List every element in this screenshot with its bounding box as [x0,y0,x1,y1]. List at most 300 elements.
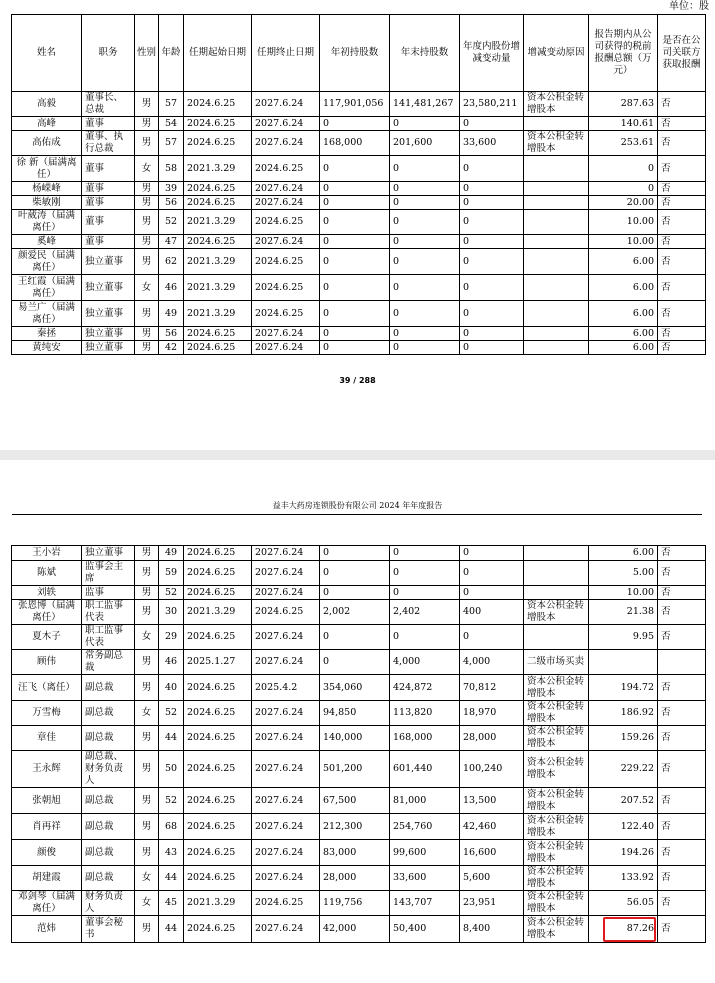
table-row [12,726,706,751]
col-start: 任期起始日期 [184,15,252,92]
cell-name: 颜俊 [12,840,82,866]
cell-related: 否 [658,600,706,625]
cell-reason: 资本公积金转增股本 [524,916,589,943]
cell-name: 章佳 [12,726,82,751]
cell-reason [524,301,589,327]
cell-reason: 资本公积金转增股本 [524,891,589,916]
cell-end: 2027.6.24 [252,117,320,131]
cell-change: 0 [460,301,524,327]
cell-gender: 男 [135,751,159,788]
cell-end: 2027.6.24 [252,650,320,675]
cell-start: 2024.6.25 [184,546,252,561]
cell-reason [524,546,589,561]
cell-reason [524,561,589,586]
cell-reason [524,182,589,196]
cell-end-shares: 81,000 [390,788,460,814]
cell-reason [524,156,589,182]
cell-related: 否 [658,196,706,210]
cell-end-shares: 0 [390,156,460,182]
cell-begin-shares: 0 [320,210,390,235]
cell-end-shares: 254,760 [390,814,460,840]
cell-pay: 229.22 [589,751,658,788]
table-row [12,891,706,916]
cell-age: 68 [159,814,184,840]
cell-title: 职工监事代表 [82,600,135,625]
cell-begin-shares: 140,000 [320,726,390,751]
cell-start: 2024.6.25 [184,341,252,355]
cell-end: 2027.6.24 [252,751,320,788]
cell-change: 23,951 [460,891,524,916]
cell-end-shares: 0 [390,341,460,355]
cell-pay: 0 [589,156,658,182]
cell-gender: 女 [135,891,159,916]
cell-start: 2024.6.25 [184,814,252,840]
cell-title: 副总裁、财务负责人 [82,751,135,788]
cell-reason: 资本公积金转增股本 [524,675,589,701]
cell-related: 否 [658,156,706,182]
cell-name: 高佑成 [12,131,82,156]
cell-name: 万雪梅 [12,701,82,726]
cell-title: 董事长、总裁 [82,92,135,117]
cell-end-shares: 0 [390,182,460,196]
cell-change: 400 [460,600,524,625]
cell-gender: 女 [135,701,159,726]
cell-reason: 资本公积金转增股本 [524,726,589,751]
table-row [12,92,706,117]
cell-pay: 253.61 [589,131,658,156]
col-reason: 增减变动原因 [524,15,589,92]
cell-name: 柴敏刚 [12,196,82,210]
cell-title: 副总裁 [82,675,135,701]
cell-related [658,650,706,675]
cell-title: 副总裁 [82,701,135,726]
cell-related: 否 [658,726,706,751]
cell-related: 否 [658,92,706,117]
cell-name: 王红霞（届满离任） [12,275,82,301]
cell-pay: 0 [589,182,658,196]
col-age: 年龄 [159,15,184,92]
cell-title: 独立董事 [82,301,135,327]
cell-age: 62 [159,249,184,275]
cell-end: 2027.6.24 [252,546,320,561]
cell-related: 否 [658,182,706,196]
cell-start: 2024.6.25 [184,788,252,814]
cell-gender: 男 [135,675,159,701]
cell-end: 2027.6.24 [252,92,320,117]
cell-end: 2027.6.24 [252,341,320,355]
cell-begin-shares: 0 [320,196,390,210]
cell-change: 33,600 [460,131,524,156]
table-row [12,788,706,814]
cell-change: 13,500 [460,788,524,814]
cell-change: 4,000 [460,650,524,675]
cell-pay: 10.00 [589,235,658,249]
cell-reason: 资本公积金转增股本 [524,92,589,117]
cell-gender: 男 [135,182,159,196]
cell-age: 56 [159,327,184,341]
cell-end-shares: 50,400 [390,916,460,943]
cell-end: 2027.6.24 [252,561,320,586]
page-number: 39 / 288 [339,376,376,385]
col-change: 年度内股份增减变动量 [460,15,524,92]
cell-gender: 男 [135,586,159,600]
table-body [12,546,706,943]
cell-end-shares: 168,000 [390,726,460,751]
page-gap [0,450,715,460]
cell-gender: 男 [135,726,159,751]
table-row [12,117,706,131]
cell-start: 2021.3.29 [184,301,252,327]
cell-gender: 男 [135,210,159,235]
table-row [12,275,706,301]
cell-name: 奚峰 [12,235,82,249]
cell-change: 0 [460,275,524,301]
table-header-row [12,15,706,92]
cell-end-shares: 0 [390,196,460,210]
cell-title: 监事会主席 [82,561,135,586]
cell-end-shares: 2,402 [390,600,460,625]
table-row [12,210,706,235]
cell-begin-shares: 42,000 [320,916,390,943]
cell-gender: 男 [135,561,159,586]
cell-title: 董事 [82,182,135,196]
cell-end-shares: 0 [390,301,460,327]
cell-reason [524,586,589,600]
table-row [12,341,706,355]
cell-pay: 6.00 [589,275,658,301]
cell-age: 52 [159,701,184,726]
table-row [12,156,706,182]
unit-label: 单位：股 [669,1,709,12]
cell-pay: 140.61 [589,117,658,131]
cell-change: 0 [460,235,524,249]
cell-begin-shares: 0 [320,546,390,561]
cell-age: 29 [159,625,184,650]
cell-start: 2021.3.29 [184,275,252,301]
cell-begin-shares: 28,000 [320,866,390,891]
cell-related: 否 [658,701,706,726]
cell-related: 否 [658,131,706,156]
cell-age: 46 [159,275,184,301]
col-title: 职务 [82,15,135,92]
cell-age: 52 [159,788,184,814]
cell-pay: 10.00 [589,210,658,235]
table-row [12,249,706,275]
cell-gender: 男 [135,341,159,355]
cell-begin-shares: 83,000 [320,840,390,866]
cell-age: 46 [159,650,184,675]
cell-reason [524,341,589,355]
cell-pay: 287.63 [589,92,658,117]
cell-end: 2024.6.25 [252,210,320,235]
cell-begin-shares: 0 [320,650,390,675]
cell-age: 49 [159,301,184,327]
cell-start: 2021.3.29 [184,600,252,625]
cell-reason [524,275,589,301]
cell-start: 2024.6.25 [184,866,252,891]
cell-begin-shares: 94,850 [320,701,390,726]
cell-name: 王小岩 [12,546,82,561]
cell-related: 否 [658,275,706,301]
table-row [12,650,706,675]
cell-gender: 男 [135,249,159,275]
cell-begin-shares: 354,060 [320,675,390,701]
cell-start: 2024.6.25 [184,561,252,586]
cell-related: 否 [658,891,706,916]
report-title: 益丰大药房连锁股份有限公司 2024 年年度报告 [272,501,443,510]
col-end-shares: 年末持股数 [390,15,460,92]
cell-start: 2024.6.25 [184,586,252,600]
executive-shareholding-table-continued [11,545,706,943]
cell-end: 2024.6.25 [252,600,320,625]
cell-change: 8,400 [460,916,524,943]
cell-reason: 资本公积金转增股本 [524,751,589,788]
cell-title: 财务负责人 [82,891,135,916]
col-pay: 报告期内从公司获得的税前报酬总额（万元） [589,15,658,92]
cell-start: 2024.6.25 [184,726,252,751]
cell-end: 2027.6.24 [252,182,320,196]
cell-title: 董事、执行总裁 [82,131,135,156]
cell-name: 王永辉 [12,751,82,788]
cell-pay: 87.26 [589,916,658,943]
cell-change: 0 [460,341,524,355]
cell-end: 2027.6.24 [252,866,320,891]
cell-change: 18,970 [460,701,524,726]
cell-begin-shares: 117,901,056 [320,92,390,117]
cell-age: 43 [159,840,184,866]
cell-related: 否 [658,625,706,650]
cell-change: 0 [460,561,524,586]
cell-related: 否 [658,210,706,235]
cell-age: 44 [159,916,184,943]
cell-begin-shares: 67,500 [320,788,390,814]
cell-age: 42 [159,341,184,355]
cell-related: 否 [658,916,706,943]
cell-change: 0 [460,156,524,182]
cell-change: 0 [460,210,524,235]
cell-end: 2024.6.25 [252,301,320,327]
cell-change: 0 [460,182,524,196]
cell-end: 2027.6.24 [252,814,320,840]
table-row [12,751,706,788]
cell-change: 0 [460,625,524,650]
cell-name: 邓剑琴（届满离任） [12,891,82,916]
cell-name: 张朝旭 [12,788,82,814]
cell-start: 2024.6.25 [184,751,252,788]
cell-age: 58 [159,156,184,182]
cell-name: 顾伟 [12,650,82,675]
cell-change: 0 [460,586,524,600]
cell-start: 2024.6.25 [184,196,252,210]
cell-pay: 20.00 [589,196,658,210]
cell-end-shares: 141,481,267 [390,92,460,117]
executive-shareholding-table [11,14,706,355]
cell-pay: 56.05 [589,891,658,916]
table-body [12,92,706,355]
cell-end: 2027.6.24 [252,131,320,156]
cell-end-shares: 0 [390,546,460,561]
cell-title: 董事 [82,210,135,235]
cell-end: 2027.6.24 [252,625,320,650]
cell-age: 44 [159,726,184,751]
cell-end: 2027.6.24 [252,726,320,751]
cell-related: 否 [658,675,706,701]
cell-end: 2027.6.24 [252,701,320,726]
cell-age: 30 [159,600,184,625]
cell-name: 颜爱民（届满离任） [12,249,82,275]
cell-pay: 6.00 [589,327,658,341]
cell-age: 56 [159,196,184,210]
col-name: 姓名 [12,15,82,92]
table-row [12,814,706,840]
cell-begin-shares: 168,000 [320,131,390,156]
cell-title: 独立董事 [82,249,135,275]
cell-pay: 207.52 [589,788,658,814]
table-row [12,866,706,891]
cell-end-shares: 201,600 [390,131,460,156]
cell-change: 70,812 [460,675,524,701]
cell-end: 2027.6.24 [252,235,320,249]
col-end: 任期终止日期 [252,15,320,92]
cell-change: 16,600 [460,840,524,866]
cell-start: 2024.6.25 [184,916,252,943]
cell-change: 0 [460,196,524,210]
cell-start: 2024.6.25 [184,327,252,341]
cell-end: 2024.6.25 [252,156,320,182]
cell-change: 0 [460,546,524,561]
cell-gender: 女 [135,625,159,650]
cell-end-shares: 0 [390,586,460,600]
cell-start: 2024.6.25 [184,235,252,249]
cell-end: 2024.6.25 [252,891,320,916]
cell-gender: 男 [135,301,159,327]
cell-reason [524,327,589,341]
cell-start: 2021.3.29 [184,891,252,916]
cell-title: 副总裁 [82,840,135,866]
cell-name: 肖再祥 [12,814,82,840]
cell-gender: 男 [135,788,159,814]
cell-pay: 10.00 [589,586,658,600]
cell-pay: 186.92 [589,701,658,726]
cell-pay: 6.00 [589,301,658,327]
cell-start: 2021.3.29 [184,156,252,182]
cell-name: 秦拯 [12,327,82,341]
cell-end-shares: 0 [390,117,460,131]
cell-age: 50 [159,751,184,788]
cell-end-shares: 0 [390,561,460,586]
cell-pay: 159.26 [589,726,658,751]
cell-pay: 5.00 [589,561,658,586]
cell-begin-shares: 0 [320,561,390,586]
cell-change: 5,600 [460,866,524,891]
table-row [12,131,706,156]
cell-title: 职工监事代表 [82,625,135,650]
cell-age: 39 [159,182,184,196]
cell-related: 否 [658,249,706,275]
cell-pay: 194.26 [589,840,658,866]
cell-end-shares: 113,820 [390,701,460,726]
col-gender: 性别 [135,15,159,92]
cell-related: 否 [658,117,706,131]
cell-gender: 男 [135,650,159,675]
table-row [12,625,706,650]
cell-name: 黄纯安 [12,341,82,355]
table-row [12,840,706,866]
cell-change: 0 [460,327,524,341]
cell-reason: 资本公积金转增股本 [524,866,589,891]
cell-reason: 资本公积金转增股本 [524,814,589,840]
cell-start: 2024.6.25 [184,131,252,156]
cell-related: 否 [658,814,706,840]
cell-related: 否 [658,586,706,600]
table-row [12,182,706,196]
cell-name: 叶葳涛（届满离任） [12,210,82,235]
cell-gender: 男 [135,600,159,625]
cell-name: 张恩博（届满离任） [12,600,82,625]
cell-title: 副总裁 [82,866,135,891]
cell-age: 49 [159,546,184,561]
cell-pay: 6.00 [589,546,658,561]
cell-start: 2025.1.27 [184,650,252,675]
cell-begin-shares: 0 [320,235,390,249]
cell-start: 2024.6.25 [184,625,252,650]
cell-related: 否 [658,341,706,355]
cell-end-shares: 4,000 [390,650,460,675]
cell-title: 董事 [82,196,135,210]
cell-end-shares: 0 [390,235,460,249]
cell-age: 45 [159,891,184,916]
cell-related: 否 [658,235,706,249]
table-row [12,600,706,625]
cell-end-shares: 0 [390,275,460,301]
table-row [12,327,706,341]
cell-end: 2027.6.24 [252,327,320,341]
cell-start: 2024.6.25 [184,701,252,726]
table-row [12,301,706,327]
cell-pay: 133.92 [589,866,658,891]
report-page-39 [0,0,715,450]
cell-age: 47 [159,235,184,249]
cell-begin-shares: 119,756 [320,891,390,916]
cell-reason [524,625,589,650]
cell-end-shares: 0 [390,327,460,341]
cell-reason: 资本公积金转增股本 [524,600,589,625]
cell-change: 28,000 [460,726,524,751]
cell-related: 否 [658,840,706,866]
cell-end-shares: 0 [390,625,460,650]
cell-gender: 男 [135,916,159,943]
cell-gender: 男 [135,196,159,210]
cell-begin-shares: 0 [320,327,390,341]
col-related: 是否在公司关联方获取报酬 [658,15,706,92]
cell-name: 徐 新（届满离任） [12,156,82,182]
cell-age: 57 [159,92,184,117]
cell-title: 常务副总裁 [82,650,135,675]
cell-end-shares: 601,440 [390,751,460,788]
cell-age: 54 [159,117,184,131]
col-begin-shares: 年初持股数 [320,15,390,92]
cell-pay: 122.40 [589,814,658,840]
cell-end: 2027.6.24 [252,788,320,814]
cell-related: 否 [658,327,706,341]
cell-gender: 女 [135,275,159,301]
table-row [12,701,706,726]
cell-title: 董事 [82,156,135,182]
cell-end-shares: 99,600 [390,840,460,866]
cell-start: 2024.6.25 [184,182,252,196]
cell-name: 汪飞（离任） [12,675,82,701]
cell-begin-shares: 0 [320,301,390,327]
